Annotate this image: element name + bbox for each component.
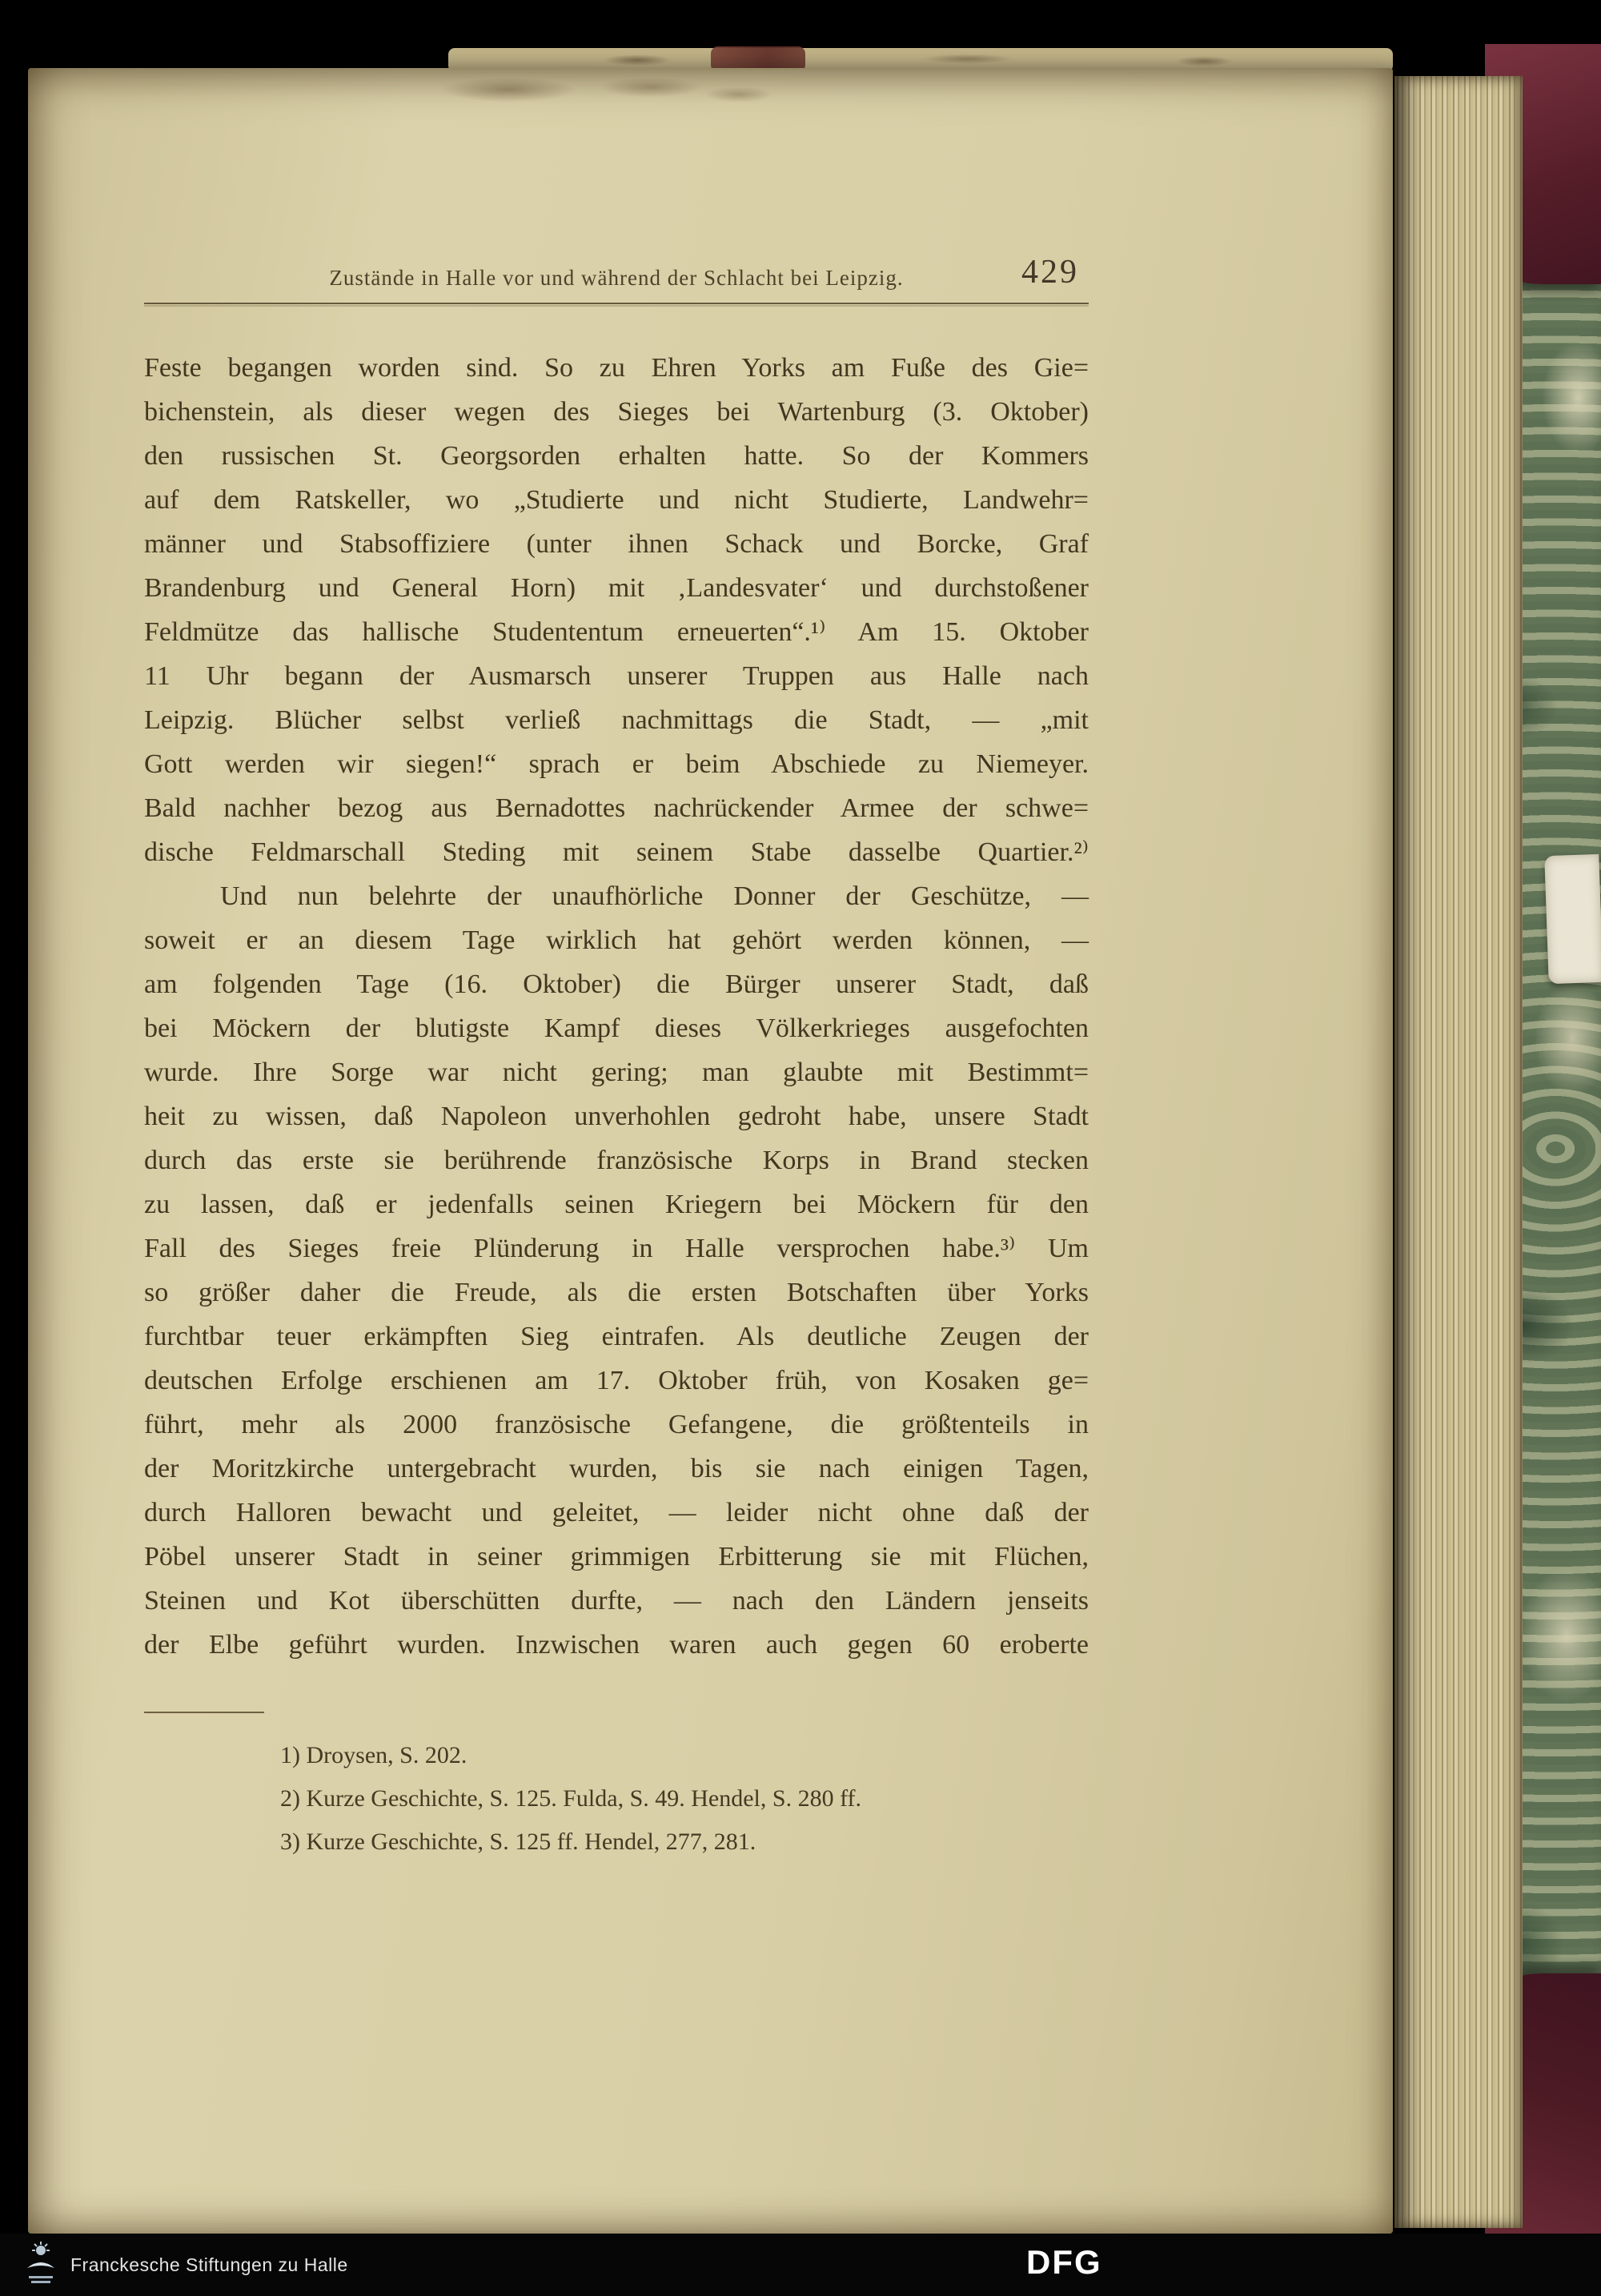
footnote-line: 2) Kurze Geschichte, S. 125. Fulda, S. 49. Hendel, S. 280 ff.	[280, 1785, 862, 1812]
digitization-footer-bar	[0, 2234, 1601, 2296]
text-line: durch Halloren bewacht und geleitet, — leider nicht ohne daß der	[144, 1498, 1089, 1527]
text-line: Steinen und Kot überschütten durfte, — nach den Ländern jenseits	[144, 1586, 1089, 1616]
footnote-line: 3) Kurze Geschichte, S. 125 ff. Hendel, 277, 281.	[280, 1828, 756, 1855]
library-label: Franckesche Stiftungen zu Halle	[70, 2254, 348, 2275]
text-line: den russischen St. Georgsorden erhalten hatte. So der Kommers	[144, 441, 1089, 471]
cover-label-sticker	[1544, 854, 1601, 984]
footnotes	[280, 1734, 1089, 1864]
text-line: soweit er an diesem Tage wirklich hat gehört werden können, —	[144, 925, 1089, 955]
text-line: wurde. Ihre Sorge war nicht gering; man glaubte mit Bestimmt=	[144, 1058, 1089, 1087]
library-credit	[24, 2234, 348, 2296]
text-line: heit zu wissen, daß Napoleon unverhohlen gedroht habe, unsere Stadt	[144, 1102, 1089, 1131]
body-text	[144, 346, 1089, 1667]
text-line: führt, mehr als 2000 französische Gefangene, die größtenteils in	[144, 1410, 1089, 1439]
header-rule	[144, 303, 1089, 304]
text-line: auf dem Ratskeller, wo „Studierte und nicht Studierte, Landwehr=	[144, 485, 1089, 515]
dfg-logo: DFG	[1026, 2243, 1102, 2281]
text-line: Gott werden wir siegen!“ sprach er beim Abschiede zu Niemeyer.	[144, 749, 1089, 779]
running-title: Zustände in Halle vor und während der Schlacht bei Leipzig.	[329, 266, 904, 290]
text-line: 11 Uhr begann der Ausmarsch unserer Truppen aus Halle nach	[144, 661, 1089, 691]
text-line: Und nun belehrte der unaufhörliche Donner der Geschütze, —	[220, 881, 1089, 911]
text-line: zu lassen, daß er jedenfalls seinen Kriegern bei Möckern für den	[144, 1190, 1089, 1219]
page-header	[144, 255, 1089, 296]
text-line: furchtbar teuer erkämpften Sieg eintrafen. Als deutliche Zeugen der	[144, 1322, 1089, 1351]
text-line: der Moritzkirche untergebracht wurden, bis sie nach einigen Tagen,	[144, 1454, 1089, 1483]
text-line: bei Möckern der blutigste Kampf dieses Völkerkrieges ausgefochten	[144, 1014, 1089, 1043]
text-line: so größer daher die Freude, als die ersten Botschaften über Yorks	[144, 1278, 1089, 1307]
text-line: am folgenden Tage (16. Oktober) die Bürger unserer Stadt, daß	[144, 969, 1089, 999]
text-line: Leipzig. Blücher selbst verließ nachmittags die Stadt, — „mit	[144, 705, 1089, 735]
text-line: männer und Stabsoffiziere (unter ihnen Schack und Borcke, Graf	[144, 529, 1089, 559]
text-line: Fall des Sieges freie Plünderung in Halle versprochen habe.³⁾ Um	[144, 1234, 1089, 1263]
text-line: Pöbel unserer Stadt in seiner grimmigen Erbitterung sie mit Flüchen,	[144, 1542, 1089, 1571]
text-column	[144, 68, 1089, 1864]
text-line: Bald nachher bezog aus Bernadottes nachrückender Armee der schwe=	[144, 793, 1089, 823]
franckesche-stiftungen-logo	[24, 2241, 58, 2289]
text-line: durch das erste sie berührende französische Korps in Brand stecken	[144, 1146, 1089, 1175]
footnote-line: 1) Droysen, S. 202.	[280, 1742, 467, 1768]
book-page	[28, 68, 1393, 2234]
text-line: Brandenburg und General Horn) mit ‚Landesvater‘ und durchstoßener	[144, 573, 1089, 603]
footnote-separator	[144, 1712, 264, 1713]
text-line: dische Feldmarschall Steding mit seinem Stabe dasselbe Quartier.²⁾	[144, 837, 1089, 867]
book-page-edges	[1394, 76, 1523, 2228]
text-line: bichenstein, als dieser wegen des Sieges bei Wartenburg (3. Oktober)	[144, 397, 1089, 427]
text-line: Feldmütze das hallische Studententum erneuerten“.¹⁾ Am 15. Oktober	[144, 617, 1089, 647]
text-line: deutschen Erfolge erschienen am 17. Oktober früh, von Kosaken ge=	[144, 1366, 1089, 1395]
text-line: Feste begangen worden sind. So zu Ehren Yorks am Fuße des Gie=	[144, 353, 1089, 383]
text-line: der Elbe geführt wurden. Inzwischen waren auch gegen 60 eroberte	[144, 1630, 1089, 1660]
page-number: 429	[1021, 254, 1079, 291]
